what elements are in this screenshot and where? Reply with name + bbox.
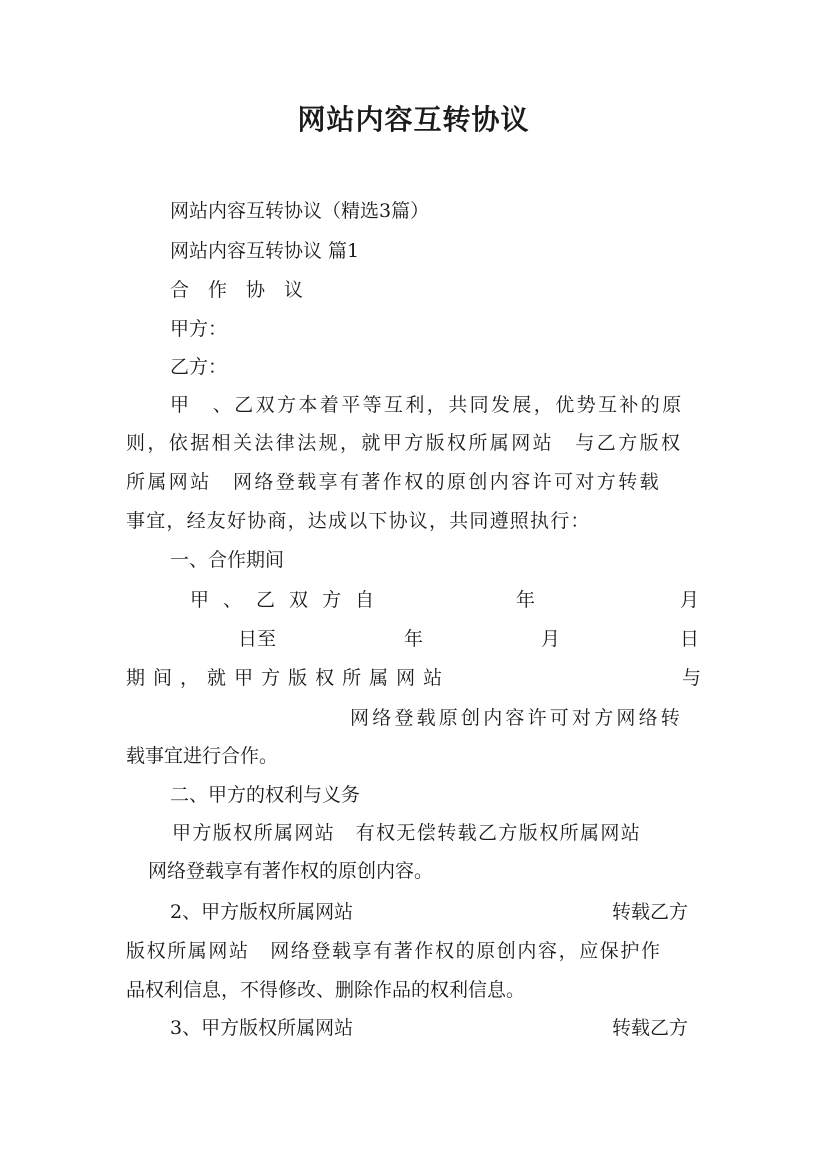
part-heading: 网站内容互转协议 篇1: [170, 240, 360, 262]
text-segment: 乙: [256, 589, 290, 611]
party-a-label: 甲方：: [170, 318, 228, 340]
party-b-label: 乙方：: [170, 356, 228, 378]
text-segment: 权: [315, 667, 343, 689]
text-segment: ，: [180, 667, 208, 689]
text-segment: 版: [288, 667, 316, 689]
year-label: 年: [516, 589, 536, 611]
section2-item1: 甲方版权所属网站 有权无偿转载乙方版权所属网站: [172, 822, 642, 844]
text-segment: 所: [342, 667, 370, 689]
text-segment: 网: [396, 667, 424, 689]
text-segment: 就: [207, 667, 235, 689]
intro-line: 则，依据相关法律法规，就甲方版权所属网站 与乙方版权: [126, 432, 683, 454]
intro-line: 甲 、乙双方本着平等互利，共同发展，优势互补的原: [170, 394, 684, 416]
intro-line: 所属网站 网络登载享有著作权的原创内容许可对方转载: [126, 471, 662, 493]
section1-heading: 一、合作期间: [170, 549, 285, 571]
document-title: 网站内容互转协议: [297, 103, 530, 136]
section2-item2: 2、甲方版权所属网站: [170, 901, 354, 923]
section2-item2: 品权利信息，不得修改、删除作品的权利信息。: [126, 979, 526, 1001]
period-row-2: 日至: [238, 628, 277, 650]
year-label: 年: [404, 628, 424, 650]
period-row-3: [126, 663, 450, 693]
agreement-heading: 合 作 协 议: [170, 279, 304, 301]
text-segment: 双: [289, 589, 323, 611]
text-segment: 甲: [234, 667, 262, 689]
text-segment: 方: [322, 589, 356, 611]
text-segment: 站: [423, 667, 451, 689]
month-label: 月: [541, 628, 561, 650]
text-segment: 属: [369, 667, 397, 689]
period-row-1-start: [190, 585, 388, 615]
text-segment: 、: [223, 589, 257, 611]
day-label: 日: [680, 628, 700, 650]
document-subtitle: 网站内容互转协议（精选3篇）: [170, 200, 430, 222]
text-segment: 方: [261, 667, 289, 689]
text-segment: 期: [126, 667, 154, 689]
section2-item3: 3、甲方版权所属网站: [170, 1017, 354, 1039]
intro-line: 事宜，经友好协商，达成以下协议，共同遵照执行：: [126, 510, 591, 532]
text-segment: 甲: [190, 589, 224, 611]
section2-item3: 转载乙方: [612, 1017, 689, 1039]
text-segment: 间: [153, 667, 181, 689]
period-row-5: 载事宜进行合作。: [126, 745, 279, 767]
and-label: 与: [682, 667, 702, 689]
text-segment: 自: [355, 589, 389, 611]
section2-item2: 版权所属网站 网络登载享有著作权的原创内容，应保护作: [126, 940, 662, 962]
section2-item2: 转载乙方: [612, 901, 689, 923]
section2-heading: 二、甲方的权利与义务: [170, 784, 361, 806]
month-label: 月: [680, 589, 700, 611]
section2-item1: 网络登载享有著作权的原创内容。: [148, 860, 434, 882]
period-row-4: 网络登载原创内容许可对方网络转: [350, 707, 684, 729]
